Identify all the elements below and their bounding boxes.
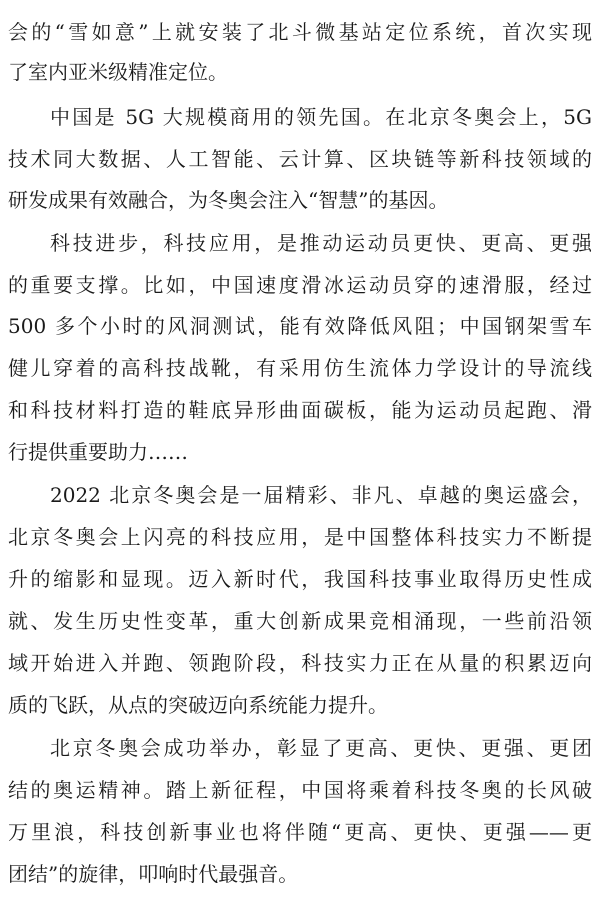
text-line: 2022 北京冬奥会是一届精彩、非凡、卓越的奥运盛会，	[50, 483, 592, 507]
text-line: 健儿穿着的高科技战靴，有采用仿生流体力学设计的导流线	[8, 356, 592, 380]
text-line: 北京冬奥会上闪亮的科技应用，是中国整体科技实力不断提	[8, 525, 592, 549]
text-line: 科技进步，科技应用，是推动运动员更快、更高、更强	[50, 231, 592, 255]
text-line: 技术同大数据、人工智能、云计算、区块链等新科技领域的	[8, 147, 592, 171]
text-line: 和科技材料打造的鞋底异形曲面碳板，能为运动员起跑、滑	[8, 398, 592, 422]
text-line: 质的飞跃，从点的突破迈向系统能力提升。	[8, 693, 388, 717]
text-line: 域开始进入并跑、领跑阶段，科技实力正在从量的积累迈向	[8, 651, 592, 675]
text-line: 升的缩影和显现。迈入新时代，我国科技事业取得历史性成	[8, 567, 592, 591]
text-line: 行提供重要助力……	[8, 440, 188, 464]
text-line: 万里浪，科技创新事业也将伴随“更高、更快、更强——更	[8, 820, 592, 844]
text-line: 就、发生历史性变革，重大创新成果竞相涌现，一些前沿领	[8, 609, 592, 633]
text-line: 结的奥运精神。踏上新征程，中国将乘着科技冬奥的长风破	[8, 778, 592, 802]
text-line: 的重要支撑。比如，中国速度滑冰运动员穿的速滑服，经过	[8, 273, 592, 297]
text-line: 中国是 5G 大规模商用的领先国。在北京冬奥会上，5G	[50, 105, 592, 129]
text-line: 北京冬奥会成功举办，彰显了更高、更快、更强、更团	[50, 736, 592, 760]
text-line: 了室内亚米级精准定位。	[8, 60, 228, 84]
text-line: 研发成果有效融合，为冬奥会注入“智慧”的基因。	[8, 188, 449, 212]
text-line: 500 多个小时的风洞测试，能有效降低风阻；中国钢架雪车	[8, 314, 592, 338]
text-line: 团结”的旋律，叩响时代最强音。	[8, 862, 299, 886]
text-line: 会的“雪如意”上就安装了北斗微基站定位系统，首次实现	[8, 20, 592, 44]
